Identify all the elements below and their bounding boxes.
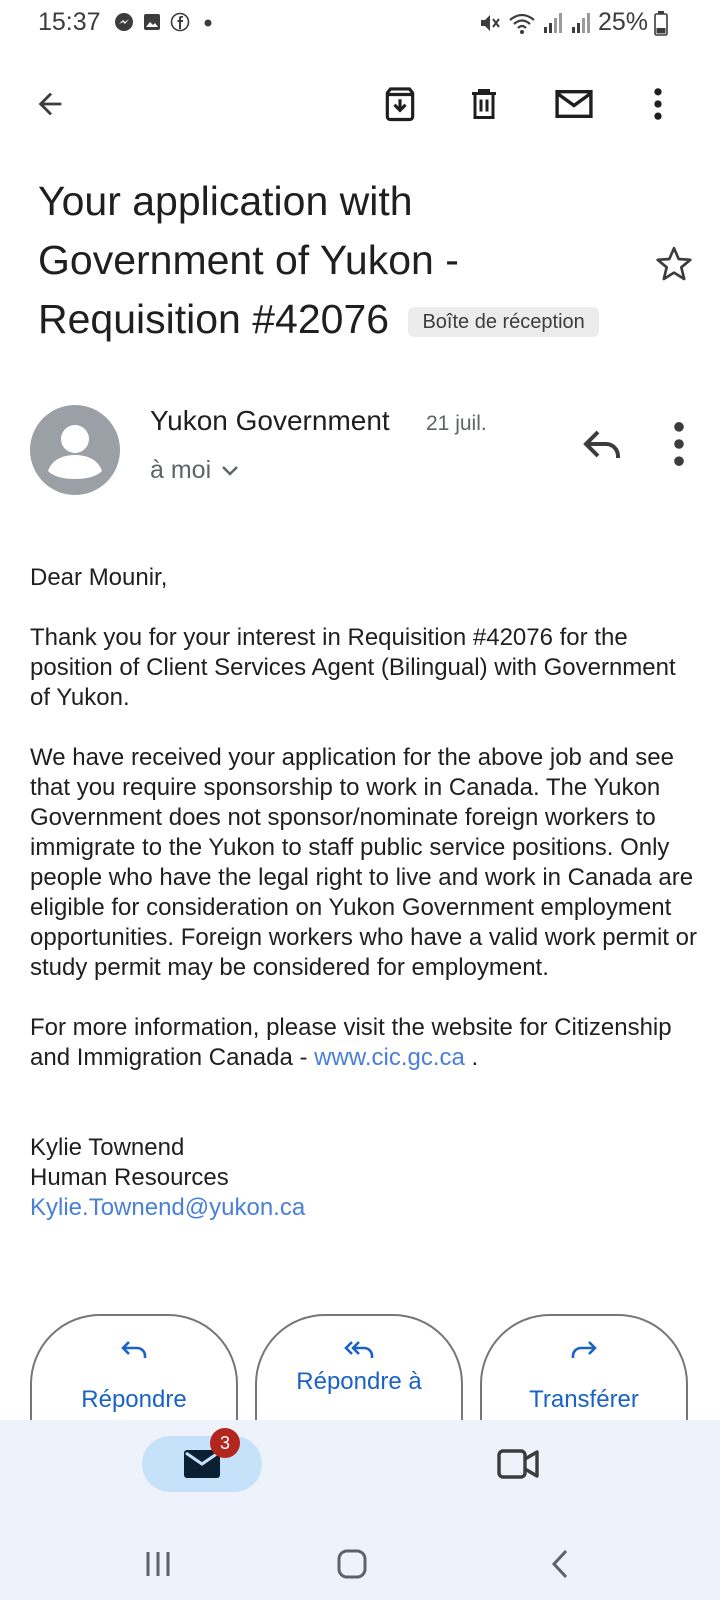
star-icon[interactable] bbox=[654, 244, 694, 284]
forward-label: Transférer bbox=[529, 1386, 639, 1413]
inbox-label[interactable]: Boîte de réception bbox=[408, 307, 598, 337]
home-icon bbox=[336, 1548, 368, 1580]
video-camera-icon[interactable] bbox=[496, 1444, 540, 1484]
battery-level: 25% bbox=[597, 8, 648, 36]
delete-icon bbox=[466, 85, 502, 123]
unread-badge: 3 bbox=[210, 1428, 240, 1458]
messenger-icon bbox=[114, 12, 134, 32]
recipient-details[interactable] bbox=[150, 456, 239, 485]
email-actions bbox=[0, 1314, 720, 1420]
home-button[interactable] bbox=[332, 1546, 372, 1582]
body-paragraph: We have received your application for the above job and see that you require sponsorship to work in Canada. The Yukon Government does not sponsor/nominate foreign workers to immigrate to the Yukon to staff public service positions. Only people who have the legal right to live and work in Canada are eligible for consideration on Yukon Government employment opportunities. Foreign workers who have a valid work permit or study permit may be considered for employment. bbox=[30, 744, 697, 981]
system-status-icons bbox=[478, 8, 668, 37]
email-date: 21 juil. bbox=[426, 412, 487, 435]
bottom-navigation bbox=[0, 1420, 720, 1528]
email-subject bbox=[38, 172, 638, 349]
signature bbox=[30, 1133, 700, 1223]
recipient-label: à moi bbox=[150, 456, 212, 484]
facebook-icon bbox=[170, 12, 190, 32]
reply-all-icon bbox=[342, 1338, 376, 1362]
mark-unread-icon bbox=[554, 87, 594, 121]
forward-icon bbox=[569, 1338, 599, 1362]
mail-tab[interactable] bbox=[142, 1432, 262, 1492]
greeting: Dear Mounir, bbox=[30, 564, 168, 591]
notification-icons bbox=[114, 12, 218, 32]
system-navigation bbox=[0, 1528, 720, 1600]
signature-name: Kylie Townend bbox=[30, 1134, 185, 1161]
back-nav-icon bbox=[549, 1548, 571, 1580]
email-toolbar bbox=[0, 72, 720, 136]
status-bar bbox=[0, 0, 720, 46]
back-arrow-icon bbox=[33, 87, 67, 121]
mark-unread-button[interactable] bbox=[550, 80, 598, 128]
body-paragraph bbox=[30, 1013, 700, 1073]
more-vert-icon[interactable] bbox=[664, 420, 694, 468]
reply-icon[interactable] bbox=[578, 420, 626, 468]
delete-button[interactable] bbox=[460, 80, 508, 128]
dot-icon bbox=[198, 12, 218, 32]
signal-icon bbox=[570, 11, 592, 35]
person-icon bbox=[30, 405, 120, 495]
recent-apps-button[interactable] bbox=[138, 1546, 178, 1582]
wifi-icon bbox=[508, 11, 536, 35]
status-time: 15:37 bbox=[38, 8, 101, 36]
body-paragraph: Thank you for your interest in Requisition #42076 for the position of Client Services Agent (Bilingual) with Government of Yukon. bbox=[30, 624, 676, 711]
sender-name[interactable]: Yukon Government bbox=[150, 405, 390, 436]
more-options-button[interactable] bbox=[634, 80, 682, 128]
back-button[interactable] bbox=[26, 80, 74, 128]
reply-icon bbox=[119, 1338, 149, 1362]
gallery-icon bbox=[142, 12, 162, 32]
signal-icon bbox=[542, 11, 564, 35]
signature-department: Human Resources bbox=[30, 1164, 229, 1191]
signature-email-link[interactable]: Kylie.Townend@yukon.ca bbox=[30, 1194, 306, 1221]
archive-icon bbox=[381, 85, 419, 123]
back-nav-button[interactable] bbox=[540, 1546, 580, 1582]
info-text: For more information, please visit the website for Citizenship and Immigration Canada - bbox=[30, 1014, 672, 1071]
email-body bbox=[30, 563, 700, 1223]
subject-text: Your application with Government of Yukon - Requisition #42076 bbox=[38, 178, 459, 342]
period-text: . bbox=[464, 1044, 479, 1071]
reply-label: Répondre bbox=[81, 1386, 187, 1413]
mute-icon bbox=[478, 11, 502, 35]
archive-button[interactable] bbox=[376, 80, 424, 128]
more-vert-icon bbox=[653, 87, 663, 121]
avatar[interactable] bbox=[30, 405, 120, 495]
recent-apps-icon bbox=[144, 1550, 172, 1578]
chevron-down-icon bbox=[221, 465, 239, 477]
cic-link[interactable]: www.cic.gc.ca bbox=[314, 1044, 465, 1071]
reply-all-label: Répondre à bbox=[296, 1368, 422, 1395]
battery-icon bbox=[654, 10, 668, 36]
